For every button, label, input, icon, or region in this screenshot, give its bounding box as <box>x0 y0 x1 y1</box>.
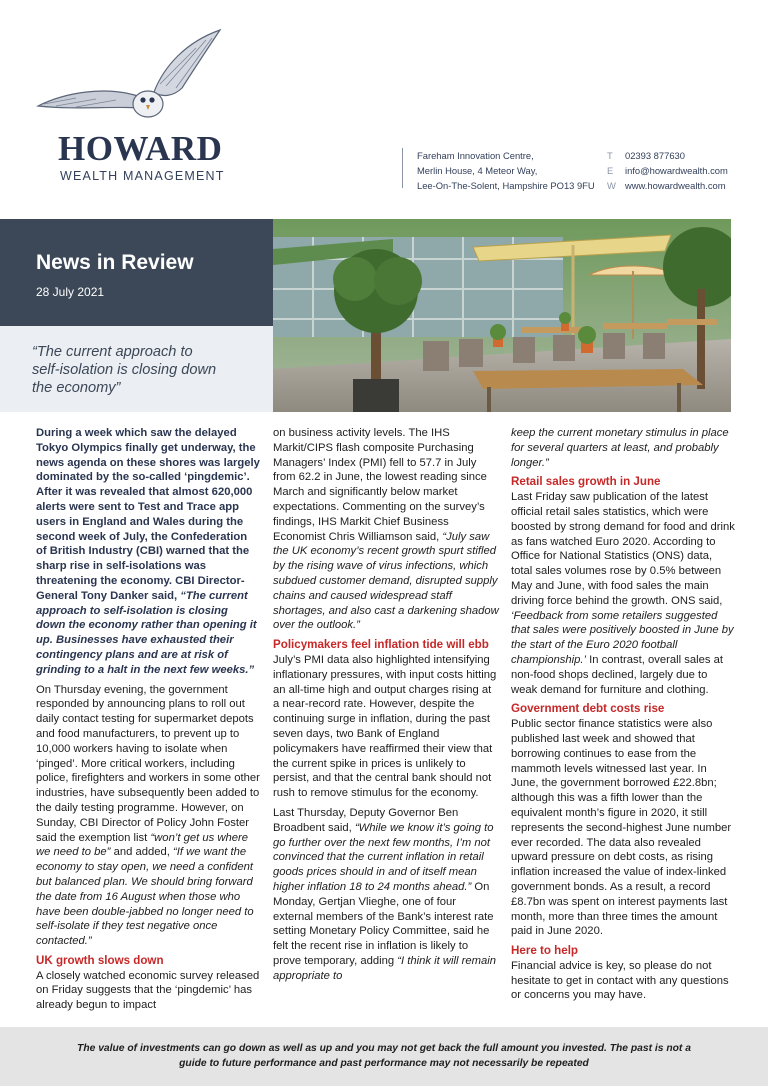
paragraph-text: In contrast, overall sales at non-food shops declined, largely due to weak demand for furniture and clothing. <box>511 653 723 696</box>
paragraph <box>511 490 735 697</box>
pull-quote-line: “The current approach to <box>32 344 193 360</box>
paragraph <box>273 426 499 633</box>
inline-quote: “won’t get us where we need to be” <box>36 831 248 859</box>
inline-quote: keep the current monetary stimulus in place for several quarters at least, and probably longer.” <box>511 427 729 469</box>
paragraph <box>36 683 260 949</box>
website-link[interactable]: www.howardwealth.com <box>625 180 726 191</box>
contact-details <box>607 148 728 193</box>
pull-quote-line: the economy” <box>32 380 121 396</box>
paragraph-text: On Monday, Gertjan Vlieghe, one of four external members of the Bank’s interest rate setting Monetary Policy Committee, said he felt the recent rise in inflation is likely to prove temporary, adding <box>273 880 494 967</box>
pull-quote <box>0 326 273 412</box>
page-title: News in Review <box>36 251 194 274</box>
disclaimer-text <box>40 1042 728 1071</box>
title-banner <box>0 219 273 326</box>
cafe-terrace-photo <box>273 219 731 412</box>
address-line: Fareham Innovation Centre, <box>417 150 534 161</box>
inline-quote: “I think it will remain appropriate to <box>273 954 497 982</box>
phone-number[interactable]: 02393 877630 <box>625 150 685 161</box>
phone-label: T <box>607 150 613 161</box>
section-heading-uk-growth: UK growth slows down <box>36 953 164 967</box>
contact-website <box>607 178 728 193</box>
website-label: W <box>607 180 616 191</box>
lead-quote: “The current approach to self-isolation is closing down the economy rather than opening it up. Businesses have exhausted their contingency plans and are at risk of grinding to a halt in the next few weeks.” <box>36 589 257 676</box>
address-line: Lee-On-The-Solent, Hampshire PO13 9FU <box>417 180 595 191</box>
paragraph-text: Last Thursday, Deputy Governor Ben Broadbent said, <box>273 806 459 834</box>
paragraph: A closely watched economic survey released on Friday suggests that the ‘pingdemic’ has already begun to impact <box>36 969 260 1012</box>
pull-quote-text <box>32 343 262 397</box>
issue-date: 28 July 2021 <box>36 285 105 299</box>
logo-tagline: WEALTH MANAGEMENT <box>60 169 225 183</box>
email-label: E <box>607 165 614 176</box>
inline-quote: “July saw the UK economy’s recent growth spurt stifled by the rising wave of virus infections, which subdued customer demand, disrupted supply chains and caused widespread staff shortages, and also cast a darkening shadow over the outlook.” <box>273 530 499 632</box>
paragraph-text: On Thursday evening, the government responded by announcing plans to roll out daily contact testing for supermarket depots and food manufacturers, to prevent up to 10,000 workers having to isolate when ‘pinged’. More critical workers, including police, firefighters and workers in some other industries, have subsequently been added to the daily testing programme. However, on Sunday, CBI Director of Policy John Foster said the exemption list <box>36 683 260 844</box>
email-link[interactable]: info@howardwealth.com <box>625 165 728 176</box>
disclaimer-line: The value of investments can go down as well as up and you may not get back the full amount you invested. The past is not a <box>77 1043 691 1054</box>
company-address <box>402 148 595 191</box>
cafe-terrace-image <box>273 219 731 412</box>
paragraph-text: and added, <box>110 846 173 859</box>
logo-wordmark: HOWARD <box>58 129 223 168</box>
paragraph: Public sector finance statistics were also published last week and showed that borrowing continues to ease from the mammoth levels witnessed last year. In June, the government borrowed £22.8bn; although this was a fifth lower than the equivalent month’s figure in 2020, it still represents the second-highest June number ever recorded. The data also revealed upward pressure on debt costs, as rising inflation increased the value of index-linked government bonds. As a result, a record £8.7bn was spent on interest payments last month, more than three times the amount paid in June 2020. <box>511 718 732 938</box>
disclaimer-footer <box>0 1027 768 1086</box>
pull-quote-line: self-isolation is closing down <box>32 362 217 378</box>
address-line: Merlin House, 4 Meteor Way, <box>417 165 538 176</box>
owl-logo-icon <box>36 26 226 136</box>
contact-phone <box>607 148 728 163</box>
company-logo <box>36 26 226 191</box>
section-heading-here-to-help: Here to help <box>511 944 578 958</box>
lead-paragraph <box>36 426 260 678</box>
inline-quote: ‘Feedback from some retailers suggested that sales were positively boosted in June by the start of the Euro 2020 football championship.’ <box>511 609 734 666</box>
paragraph-text: Last Friday saw publication of the latest official retail sales statistics, which were boosted by strong demand for food and drink as fans watched Euro 2020. According to Office for National Statistics (ONS) data, total sales volumes rose by 0.5% between May and June, with food sales the main driving force behind the growth. ONS said, <box>511 491 735 607</box>
contact-email <box>607 163 728 178</box>
paragraph <box>273 806 499 984</box>
section-heading-government-debt: Government debt costs rise <box>511 702 665 716</box>
disclaimer-line: guide to future performance and past performance may not necessarily be repeated <box>179 1057 589 1069</box>
section-heading-inflation: Policymakers feel inflation tide will ebb <box>273 638 489 652</box>
paragraph-text: on business activity levels. The IHS Markit/CIPS flash composite Purchasing Managers’ Index (PMI) fell to 57.7 in July from 62.2 in June, the lowest reading since March and significantly below market expectations. Commenting on the survey’s findings, IHS Markit Chief Business Economist Chris Williamson said, <box>273 427 487 543</box>
paragraph: July’s PMI data also highlighted intensifying inflationary pressures, with input costs hitting an all-time high and output charges rising at a near-record rate. However, despite the continuing surge in inflation, during the past seven days, two Bank of England policymakers have reaffirmed their view that the current spike in prices is unlikely to persist, and that the central bank should not rush to remove stimulus for the economy. <box>273 653 497 800</box>
inline-quote: “While we know it’s going to go further over the next few months, I’m not convinced that the current inflation in retail goods prices should in and of itself mean higher inflation 18 to 24 months ahead.” <box>273 821 494 893</box>
paragraph <box>511 426 735 470</box>
article-column-2 <box>273 426 499 988</box>
inline-quote: “If we want the economy to stay open, we need a confident but balanced plan. We should bring forward the date from 16 August when those who have been double-jabbed no longer need to self-isolate if they test negative once contacted.” <box>36 846 254 948</box>
article-column-3 <box>511 426 735 1008</box>
section-heading-retail-sales: Retail sales growth in June <box>511 475 661 489</box>
article-column-1 <box>36 426 260 1018</box>
lead-text: During a week which saw the delayed Tokyo Olympics finally get underway, the news agenda on these shores was largely dominated by the so-called ‘pingdemic’. After it was revealed that almost 620,000 alerts were sent to Test and Trace app users in England and Wales during the second week of July, the Confederation of British Industry (CBI) warned that the sharp rise in self-isolations was threatening the economy. CBI Director-General Tony Danker said, <box>36 427 260 602</box>
paragraph: Financial advice is key, so please do not hesitate to get in contact with any questions or concerns you may have. <box>511 959 729 1002</box>
